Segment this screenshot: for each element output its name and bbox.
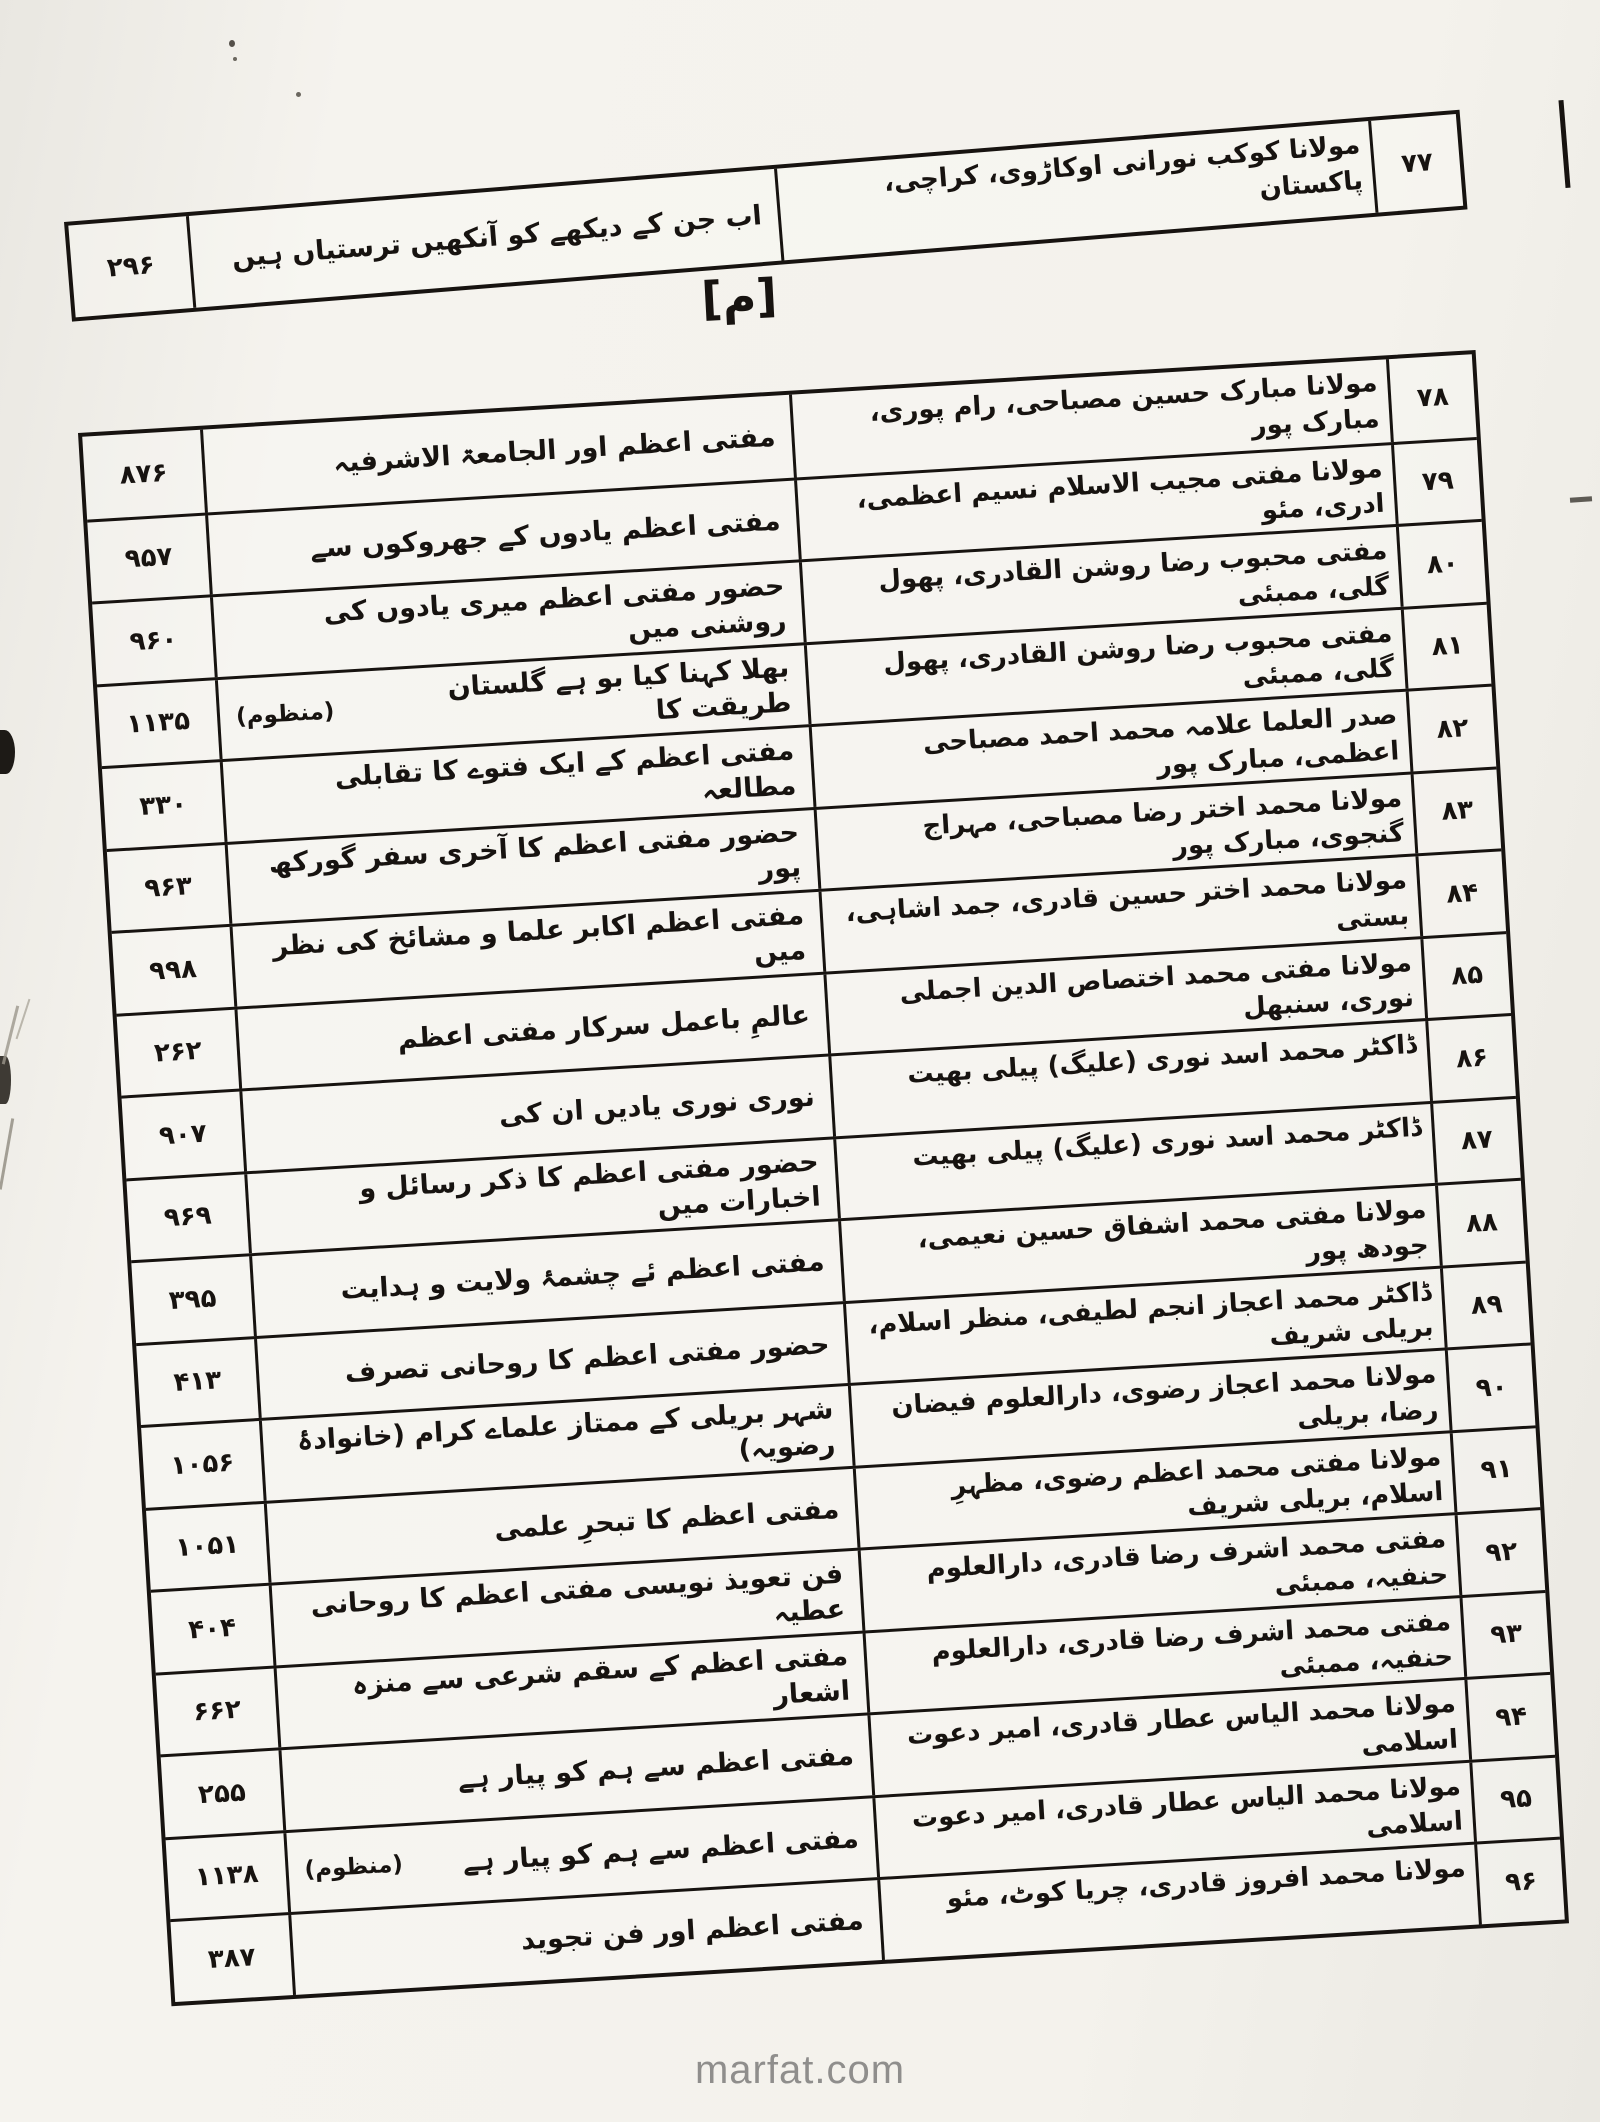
- row-page: ۴۱۳: [172, 1365, 223, 1399]
- row-name: مولانا مفتی محمد اشفاق حسین نعیمی، جودھ پور: [838, 1186, 1440, 1301]
- scan-edge-line: [1558, 100, 1570, 188]
- row-page: ۸۷۶: [118, 458, 169, 491]
- scan-edge-blot: [0, 730, 15, 774]
- row-serial: ۷۹: [1391, 440, 1482, 524]
- row-serial: ۸۰: [1396, 522, 1487, 606]
- row-title-text: مفتی اعظم اکابر علما و مشائخ کی نظر میں: [271, 899, 807, 969]
- row-serial: ۸۷: [1430, 1098, 1521, 1182]
- section-heading-meem: [م]: [700, 268, 779, 326]
- row-page: ۱۰۵۶: [169, 1447, 235, 1482]
- row-serial: ۹۱: [1450, 1428, 1541, 1512]
- row-title-note: (منظوم): [235, 698, 336, 731]
- row-title-text: نوری نوری یادیں ان کی: [498, 1081, 816, 1132]
- scan-speck: [229, 40, 235, 47]
- row-serial: ۸۱: [1401, 604, 1492, 688]
- row-title: [186, 169, 781, 308]
- pencil-mark: [16, 999, 31, 1040]
- row-serial: ۸۵: [1420, 934, 1511, 1018]
- scan-speck: [233, 57, 237, 61]
- row-name: مولانا کوکب نورانی اوکاڑوی، کراچی، پاکستان: [774, 121, 1375, 261]
- row-page: ۹۶۳: [143, 871, 193, 905]
- row-name: ڈاکٹر محمد اسد نوری (علیگ) پیلی بھیت: [833, 1103, 1435, 1218]
- row-name: مولانا مبارک حسین مصباحی، رام پوری، مبارک پور: [789, 359, 1391, 477]
- row-name: مفتی محمد اشرف رضا قادری، دارالعلوم حنفیہ، ممبئی: [863, 1598, 1465, 1713]
- pencil-mark: [0, 1118, 14, 1189]
- row-title-text: فن تعویذ نویسی مفتی اعظم کا روحانی عطیہ: [309, 1558, 847, 1629]
- row-title-text: مفتی اعظم یادوں کے جھروکوں سے: [309, 505, 782, 565]
- row-serial: ۹۵: [1469, 1757, 1560, 1841]
- row-page: ۴۰۴: [187, 1612, 237, 1646]
- row-name: ڈاکٹر محمد اعجاز انجم لطیفی، منظر اسلام، بریلی شریف: [843, 1268, 1445, 1383]
- row-title-text: حضور مفتی اعظم کا آخری سفر گورکھ پور: [267, 817, 802, 886]
- row-serial: ۹۰: [1445, 1345, 1536, 1429]
- row-name: مفتی محبوب رضا روشن القادری، پھول گلی، ممبئی: [804, 609, 1406, 724]
- row-page: ۲۹۶: [105, 249, 156, 284]
- row-name: مولانا محمد اختر رضا مصباحی، مہراج گنجوی، مبارک پور: [814, 774, 1416, 889]
- row-title-text: مفتی اعظم کا تبحرِ علمی: [493, 1493, 841, 1545]
- row-serial: ۸۹: [1440, 1263, 1531, 1347]
- row-serial: ۷۸: [1386, 354, 1477, 441]
- row-page: ۱۱۳۵: [125, 706, 191, 740]
- row-page: ۳۹۵: [167, 1283, 218, 1316]
- row-name: مولانا محمد اعجاز رضوی، دارالعلوم فیضان رضا، بریلی: [848, 1351, 1450, 1466]
- row-title-note: (منظوم): [303, 1851, 404, 1884]
- row-page: ۹۶۰: [128, 624, 179, 658]
- row-page: ۲۵۵: [197, 1777, 247, 1810]
- row-serial: ۹۶: [1474, 1840, 1565, 1924]
- row-page: ۳۳۰: [138, 788, 188, 822]
- row-page: ۹۵۷: [123, 541, 174, 575]
- row-page: ۹۶۹: [163, 1200, 213, 1234]
- row-title-text: حضور مفتی اعظم کا ذکر رسائل و اخبارات میں: [358, 1146, 822, 1223]
- row-page: ۹۹۸: [148, 953, 198, 987]
- row-title-text: حضور مفتی اعظم میری یادوں کی روشنی میں: [322, 570, 788, 646]
- scan-edge-dash: [1570, 496, 1592, 503]
- row-title-text: عالمِ باعمل سرکار مفتی اعظم: [396, 999, 811, 1055]
- row-name: صدر العلما علامہ محمد احمد مصباحی اعظمی، مبارک پور: [809, 692, 1411, 807]
- scan-speck: [296, 92, 301, 97]
- row-name: مولانا محمد اختر حسین قادری، جمد اشاہی، بستی: [819, 856, 1421, 971]
- row-serial: ۸۴: [1415, 851, 1506, 935]
- row-name: مفتی محبوب رضا روشن القادری، پھول گلی، ممبئی: [799, 527, 1401, 642]
- row-title-text: مفتی اعظم اور فن تجوید: [520, 1905, 865, 1957]
- row-title-text: مفتی اعظم سے ہم کو پیار ہے: [457, 1740, 855, 1796]
- row-page: ۱۱۳۸: [194, 1859, 260, 1893]
- row-title-text: مفتی اعظم سے ہم کو پیار ہے: [461, 1822, 860, 1878]
- row-page: ۶۶۲: [192, 1694, 242, 1728]
- watermark: marfat.com: [694, 2048, 906, 2092]
- row-title-text: مفتی اعظم کے ایک فتوے کا تقابلی مطالعہ: [333, 734, 798, 807]
- row-name: مولانا مفتی مجیب الاسلام نسیم اعظمی، ادری، مئو: [794, 445, 1396, 560]
- row-serial: ۹۳: [1460, 1593, 1551, 1677]
- row-name: مولانا محمد الیاس عطار قادری، امیر دعوت اسلامی: [872, 1762, 1474, 1877]
- row-title-text: حضور مفتی اعظم کا روحانی تصرف: [343, 1328, 831, 1389]
- row-name: مفتی محمد اشرف رضا قادری، دارالعلوم حنفیہ، ممبئی: [858, 1515, 1460, 1630]
- row-name: مولانا مفتی محمد اعظم رضوی، مظہرِ اسلام، بریلی شریف: [853, 1433, 1455, 1548]
- row-title-text: بھلا کہنا کیا بو ہے گلستان طریقت کا: [446, 652, 793, 727]
- row-name: ڈاکٹر محمد اسد نوری (علیگ) پیلی بھیت: [828, 1021, 1430, 1136]
- row-name: مولانا مفتی محمد اختصاص الدین اجملی نوری، سنبھل: [823, 939, 1425, 1054]
- row-page: ۳۸۷: [207, 1941, 257, 1975]
- row-page: ۱۰۵۱: [174, 1529, 240, 1564]
- row-serial: ۸۸: [1435, 1181, 1526, 1265]
- row-serial: ۸۶: [1425, 1016, 1516, 1100]
- row-serial: ۸۲: [1406, 687, 1497, 771]
- row-title-text: شہر بریلی کے ممتاز علماے کرام (خانوادۂ رضویہ): [296, 1393, 837, 1466]
- row-serial: ۹۲: [1455, 1510, 1546, 1594]
- row-name: مولانا محمد الیاس عطار قادری، امیر دعوت اسلامی: [867, 1680, 1469, 1795]
- row-name: مولانا محمد افروز قادری، چریا کوٹ، مئو: [877, 1845, 1479, 1960]
- row-page: ۹۰۷: [158, 1118, 208, 1152]
- row-title-text: مفتی اعظم ئے چشمۂ ولایت و ہدایت: [339, 1246, 826, 1307]
- row-serial: ۷۷: [1368, 114, 1463, 213]
- row-serial: ۸۳: [1411, 769, 1502, 853]
- row-page: ۲۶۲: [153, 1036, 203, 1069]
- row-serial: ۹۴: [1464, 1675, 1555, 1759]
- row-title-text: اب جن کے دیکھے کو آنکھیں ترستیاں ہیں: [230, 200, 764, 275]
- index-table: [78, 350, 1569, 2006]
- row-title-text: مفتی اعظم کے سقم شرعی سے منزہ اشعار: [351, 1640, 851, 1712]
- row-title-text: مفتی اعظم اور الجامعۃ الاشرفیہ: [332, 421, 777, 479]
